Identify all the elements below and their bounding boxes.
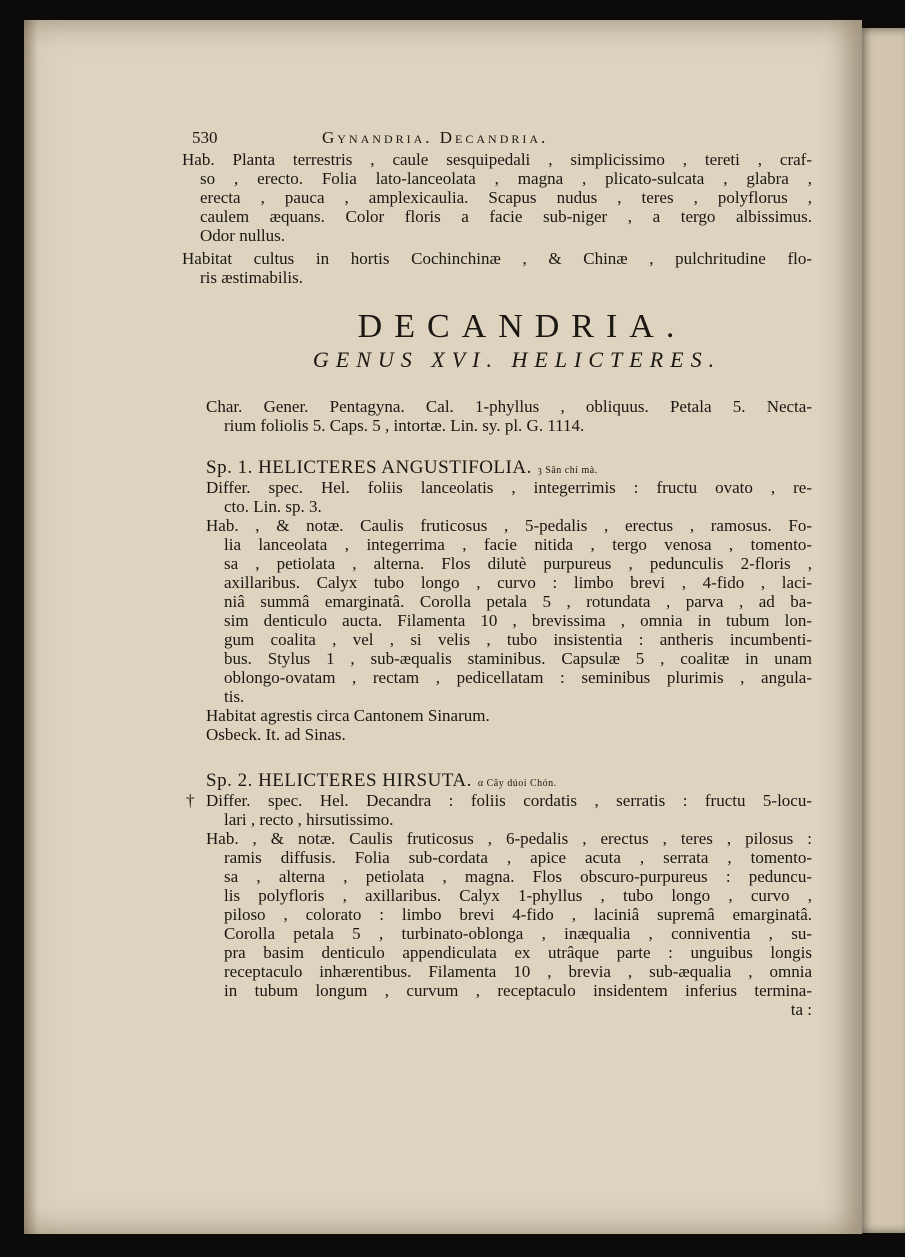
entry-line: so , erecto. Folia lato-lanceolata , magna , plicato-sulcata , glabra , (200, 169, 812, 188)
gynandria-entry (182, 150, 812, 287)
char-line: rium foliolis 5. Caps. 5 , intortæ. Lin. sy. pl. G. 1114. (224, 416, 585, 435)
species-text-line: lis polyfloris , axillaribus. Calyx 1-phyllus , tubo longo , curvo , (224, 886, 812, 905)
species-text-line: bus. Stylus 1 , sub-æqualis staminibus. Capsulæ 5 , coalitæ in unam (224, 649, 812, 668)
vernacular-name: α Cây dúoi Chón. (477, 778, 557, 789)
species-text-line: gum coalita , vel , si velis , tubo insistentia : antheris incumbenti- (224, 630, 812, 649)
species-text-line: sa , alterna , petiolata , magna. Flos obscuro-purpureus : peduncu- (224, 867, 812, 886)
species-text-line: piloso , colorato : limbo brevi 4-fido , laciniâ supremâ emarginatâ. (224, 905, 812, 924)
species-text-line: Hab. , & notæ. Caulis fruticosus , 6-pedalis , erectus , teres , pilosus : (206, 829, 812, 848)
species-name: Sp. 1. HELICTERES ANGUSTIFOLIA. (206, 457, 532, 478)
entry-line: Odor nullus. (200, 226, 285, 245)
species-text-line: Differ. spec. Hel. foliis lanceolatis , integerrimis : fructu ovato , re- (206, 478, 812, 497)
page-gutter-shadow (24, 20, 38, 1234)
genus-title: GENUS XVI. HELICTERES. (312, 347, 722, 372)
vernacular-name: ȝ Sān chí mà. (537, 465, 598, 476)
species-text-line: niâ summâ emarginatâ. Corolla petala 5 , rotundata , parva , ad ba- (224, 592, 812, 611)
spacer (206, 379, 812, 397)
species-text-line: Hab. , & notæ. Caulis fruticosus , 5-pedalis , erectus , ramosus. Fo- (206, 516, 812, 535)
species-text-line: in tubum longum , curvum , receptaculo insidentem inferius termina- (224, 981, 812, 1000)
species-text-line: axillaribus. Calyx tubo longo , curvo : limbo brevi , 4-fido , laci- (224, 573, 812, 592)
dagger-mark: † (186, 791, 195, 810)
species-text-line: receptaculo inhærentibus. Filamenta 10 , brevia , sub-æqualia , omnia (224, 962, 812, 981)
species-2 (206, 770, 812, 1019)
species-text-line: lari , recto , hirsutissimo. (224, 810, 394, 829)
catchword: ta : (790, 1000, 812, 1019)
page-number: 530 (192, 128, 218, 147)
entry-line: Hab. Planta terrestris , caule sesquipedali , simplicissimo , tereti , craf- (182, 150, 812, 169)
source-line: Osbeck. It. ad Sinas. (206, 725, 346, 744)
running-title: Gynandria. Decandria. (322, 128, 549, 147)
spacer (206, 287, 812, 307)
species-name: Sp. 2. HELICTERES HIRSUTA. (206, 770, 472, 791)
species-text-line: cto. Lin. sp. 3. (224, 497, 322, 516)
species-text-line: oblongo-ovatam , rectam , pedicellatam : seminibus plurimis , angula- (224, 668, 812, 687)
species-text-line: tis. (224, 687, 245, 706)
genus-character (206, 397, 812, 435)
species-1 (206, 457, 812, 744)
species-text-line: ramis diffusis. Folia sub-cordata , apice acuta , serrata , tomento- (224, 848, 812, 867)
char-line: Char. Gener. Pentagyna. Cal. 1-phyllus , obliquus. Petala 5. Necta- (206, 397, 812, 416)
species-text-line: Corolla petala 5 , turbinato-oblonga , inæqualia , conniventia , su- (224, 924, 812, 943)
habitat-line: Habitat cultus in hortis Cochinchinæ , & Chinæ , pulchritudine flo- (182, 249, 812, 268)
section-title: DECANDRIA. (357, 308, 687, 345)
species-heading (206, 770, 812, 791)
habitat-line: ris æstimabilis. (200, 268, 303, 287)
entry-line: erecta , pauca , amplexicaulia. Scapus nudus , teres , polyflorus , (200, 188, 812, 207)
section-title-block (182, 307, 812, 373)
species-text-line: sa , petiolata , alterna. Flos dilutè purpureus , pedunculis 2-floris , (224, 554, 812, 573)
habitat-line: Habitat agrestis circa Cantonem Sinarum. (206, 706, 490, 725)
spacer (206, 435, 812, 457)
next-page-edge (858, 28, 905, 1233)
page-text (182, 106, 812, 1019)
species-heading (206, 457, 812, 478)
species-text-line: Differ. spec. Hel. Decandra : foliis cordatis , serratis : fructu 5-locu- (206, 791, 812, 810)
species-text-line: sim denticulo aucta. Filamenta 10 , brevissima , omnia in tubum lon- (224, 611, 812, 630)
species-text-line: pra basim denticulo appendiculata ex utrâque parte : unguibus longis (224, 943, 812, 962)
spacer (206, 744, 812, 770)
species-text-line: lia lanceolata , integerrima , facie nitida , tergo venosa , tomento- (224, 535, 812, 554)
running-header (178, 128, 818, 150)
entry-line: caulem æquans. Color floris a facie sub-niger , a tergo albissimus. (200, 207, 812, 226)
